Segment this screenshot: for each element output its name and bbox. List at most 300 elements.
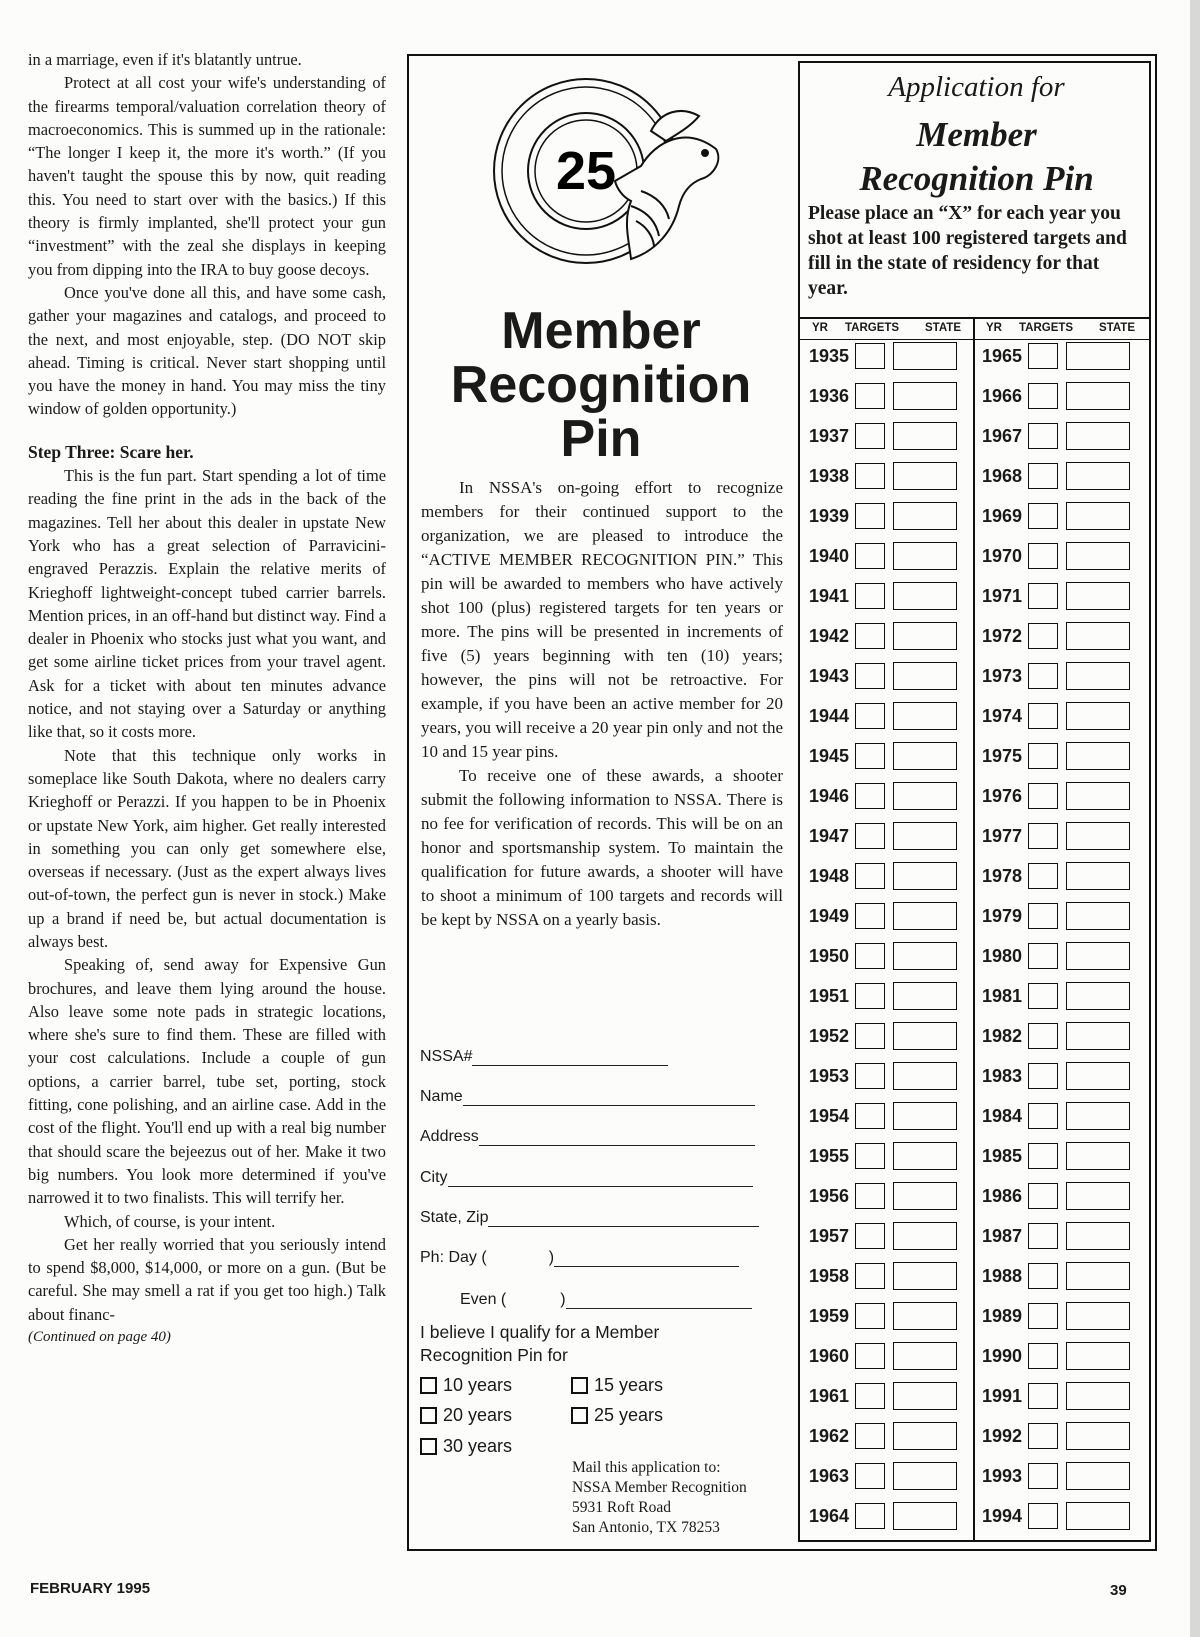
targets-checkbox[interactable] [1028, 423, 1058, 449]
state-field[interactable] [893, 1422, 957, 1450]
targets-checkbox[interactable] [855, 543, 885, 569]
targets-checkbox[interactable] [855, 1103, 885, 1129]
state-field[interactable] [893, 1062, 957, 1090]
year-row [982, 1020, 1130, 1052]
year-label: 1990 [982, 1345, 1023, 1366]
year-row [982, 700, 1130, 732]
year-label: 1962 [809, 1425, 850, 1446]
checkbox[interactable] [420, 1377, 437, 1394]
year-row [809, 820, 957, 852]
phone-evening-label: Even ( [460, 1291, 507, 1308]
application-panel [798, 61, 1151, 1542]
option-25-years[interactable] [571, 1405, 663, 1426]
pin-paragraph: To receive one of these awards, a shooter submit the following information to NSSA. There is no fee for verification of records. This will be on an honor and sportsmanship system. To maintain the qualification for future awards, a shooter will have to shoot a minimum of 100 targets and records will be kept by NSSA on a yearly basis. [421, 766, 783, 929]
state-field[interactable] [1066, 1222, 1130, 1250]
state-field[interactable] [893, 942, 957, 970]
year-label: 1955 [809, 1145, 850, 1166]
year-row [982, 820, 1130, 852]
targets-checkbox[interactable] [855, 903, 885, 929]
targets-checkbox[interactable] [855, 1343, 885, 1369]
year-row [809, 1460, 957, 1492]
mail-line: NSSA Member Recognition [572, 1479, 747, 1496]
state-field[interactable] [893, 742, 957, 770]
state-field[interactable] [893, 382, 957, 410]
application-instructions: Please place an “X” for each year you shot at least 100 registered targets and fill in the state of residency for that year. [808, 203, 1127, 299]
year-label: 1935 [809, 345, 850, 366]
mailing-address [572, 1458, 747, 1538]
targets-checkbox[interactable] [855, 463, 885, 489]
year-row [982, 380, 1130, 412]
targets-checkbox[interactable] [855, 1063, 885, 1089]
year-row [809, 740, 957, 772]
year-row [809, 1060, 957, 1092]
qualify-text: I believe I qualify for a Member Recognition Pin for [420, 1322, 660, 1365]
targets-checkbox[interactable] [855, 623, 885, 649]
state-field[interactable] [1066, 1182, 1130, 1210]
checkbox[interactable] [571, 1377, 588, 1394]
year-label: 1979 [982, 905, 1023, 926]
state-field[interactable] [1066, 982, 1130, 1010]
year-label: 1987 [982, 1225, 1023, 1246]
state-zip-line[interactable] [488, 1208, 759, 1227]
state-field[interactable] [1066, 1462, 1130, 1490]
targets-checkbox[interactable] [1028, 1383, 1058, 1409]
checkbox[interactable] [420, 1407, 437, 1424]
targets-checkbox[interactable] [1028, 863, 1058, 889]
targets-checkbox[interactable] [1028, 1223, 1058, 1249]
targets-checkbox[interactable] [1028, 623, 1058, 649]
targets-checkbox[interactable] [1028, 343, 1058, 369]
state-field[interactable] [1066, 862, 1130, 890]
year-label: 1938 [809, 465, 850, 486]
state-field[interactable] [1066, 1302, 1130, 1330]
targets-checkbox[interactable] [855, 583, 885, 609]
year-label: 1977 [982, 825, 1023, 846]
state-field[interactable] [1066, 422, 1130, 450]
state-field[interactable] [893, 1102, 957, 1130]
state-field[interactable] [893, 902, 957, 930]
targets-checkbox[interactable] [1028, 783, 1058, 809]
state-field[interactable] [1066, 782, 1130, 810]
article-paragraph: Which, of course, is your intent. [64, 1211, 276, 1231]
targets-checkbox[interactable] [1028, 463, 1058, 489]
targets-checkbox[interactable] [1028, 743, 1058, 769]
col-yr: YR [986, 322, 1002, 334]
table-header [800, 317, 1151, 340]
year-row [809, 1220, 957, 1252]
state-field[interactable] [893, 1342, 957, 1370]
article-paragraph: This is the fun part. Start spending a lot of time reading the fine print in the ads in the back of the magazines. Tell her about this dealer in upstate New York who has a great selection of Parravicini-engraved Perazzis. Explain the relative merits of Krieghoff lightweight-concept tubed carrier barrels. Mention prices, in an off-hand but distinct way. Find a dealer in Phoenix who stocks just what you want, and get some airline ticket prices from your travel agent. Ask for a ticket with about ten minutes advance notice, and not staying over a Saturday or anything like that, so it costs more. [28, 466, 386, 742]
state-field[interactable] [1066, 542, 1130, 570]
checkbox[interactable] [420, 1438, 437, 1455]
state-field[interactable] [893, 1182, 957, 1210]
state-field[interactable] [1066, 1342, 1130, 1370]
targets-checkbox[interactable] [1028, 1423, 1058, 1449]
targets-checkbox[interactable] [1028, 663, 1058, 689]
targets-checkbox[interactable] [1028, 1303, 1058, 1329]
year-row [809, 1340, 957, 1372]
year-label: 1983 [982, 1065, 1023, 1086]
pin-title-line: Recognition [450, 356, 752, 414]
targets-checkbox[interactable] [1028, 1343, 1058, 1369]
year-row [809, 1140, 957, 1172]
state-field[interactable] [1066, 622, 1130, 650]
targets-checkbox[interactable] [1028, 943, 1058, 969]
address-line[interactable] [479, 1127, 755, 1146]
year-label: 1968 [982, 465, 1023, 486]
mail-line: 5931 Roft Road [572, 1499, 672, 1516]
state-field[interactable] [1066, 702, 1130, 730]
year-label: 1957 [809, 1225, 850, 1246]
year-row [982, 1500, 1130, 1532]
option-20-years[interactable] [420, 1405, 512, 1426]
year-label: 1994 [982, 1505, 1023, 1526]
state-field[interactable] [893, 622, 957, 650]
targets-checkbox[interactable] [855, 943, 885, 969]
year-row [982, 900, 1130, 932]
state-field[interactable] [1066, 822, 1130, 850]
state-field[interactable] [1066, 1102, 1130, 1130]
city-label: City [420, 1169, 448, 1186]
year-row [982, 340, 1130, 372]
state-field[interactable] [1066, 1022, 1130, 1050]
year-row [809, 460, 957, 492]
state-field[interactable] [1066, 342, 1130, 370]
year-label: 1945 [809, 745, 850, 766]
state-field[interactable] [1066, 1422, 1130, 1450]
targets-checkbox[interactable] [855, 1183, 885, 1209]
year-row [982, 1060, 1130, 1092]
nssa-label: NSSA# [420, 1048, 473, 1065]
year-row [982, 1340, 1130, 1372]
state-field[interactable] [893, 702, 957, 730]
state-field[interactable] [893, 782, 957, 810]
option-30-years[interactable] [420, 1436, 512, 1457]
year-row [809, 340, 957, 372]
address-field[interactable] [420, 1124, 755, 1146]
year-label: 1982 [982, 1025, 1023, 1046]
state-field[interactable] [893, 1142, 957, 1170]
pin-emblem-icon [491, 71, 731, 271]
targets-checkbox[interactable] [855, 423, 885, 449]
targets-checkbox[interactable] [1028, 583, 1058, 609]
state-field[interactable] [893, 1262, 957, 1290]
year-row [809, 420, 957, 452]
targets-checkbox[interactable] [855, 1463, 885, 1489]
article-column [28, 48, 386, 1349]
year-row [982, 740, 1130, 772]
targets-checkbox[interactable] [855, 1383, 885, 1409]
page-edge [1190, 0, 1200, 1637]
checkbox[interactable] [571, 1407, 588, 1424]
targets-checkbox[interactable] [1028, 703, 1058, 729]
state-field[interactable] [893, 582, 957, 610]
targets-checkbox[interactable] [855, 663, 885, 689]
targets-checkbox[interactable] [855, 743, 885, 769]
option-10-years[interactable] [420, 1375, 512, 1396]
year-row [809, 500, 957, 532]
year-row [982, 1180, 1130, 1212]
year-label: 1946 [809, 785, 850, 806]
application-title-line: Member [916, 115, 1037, 154]
year-row [982, 1140, 1130, 1172]
state-field[interactable] [893, 1462, 957, 1490]
targets-checkbox[interactable] [855, 703, 885, 729]
year-label: 1937 [809, 425, 850, 446]
year-row [809, 620, 957, 652]
year-row [809, 1020, 957, 1052]
targets-checkbox[interactable] [855, 1423, 885, 1449]
year-label: 1954 [809, 1105, 850, 1126]
option-15-years[interactable] [571, 1375, 663, 1396]
state-field[interactable] [1066, 1142, 1130, 1170]
state-field[interactable] [893, 982, 957, 1010]
targets-checkbox[interactable] [855, 823, 885, 849]
phone-day-field[interactable] [420, 1245, 739, 1267]
paren-close: ) [560, 1291, 566, 1308]
year-label: 1942 [809, 625, 850, 646]
year-label: 1988 [982, 1265, 1023, 1286]
pin-title [411, 304, 791, 466]
year-label: 1952 [809, 1025, 850, 1046]
year-label: 1991 [982, 1385, 1023, 1406]
targets-checkbox[interactable] [855, 1503, 885, 1529]
year-label: 1963 [809, 1465, 850, 1486]
state-field[interactable] [1066, 902, 1130, 930]
year-label: 1989 [982, 1305, 1023, 1326]
state-field[interactable] [893, 462, 957, 490]
year-row [809, 660, 957, 692]
step-three-heading: Step Three: Scare her. [28, 441, 194, 462]
year-row [809, 860, 957, 892]
year-row [809, 1420, 957, 1452]
year-row [982, 940, 1130, 972]
year-row [982, 460, 1130, 492]
state-field[interactable] [893, 662, 957, 690]
state-field[interactable] [1066, 742, 1130, 770]
year-label: 1974 [982, 705, 1023, 726]
state-field[interactable] [893, 862, 957, 890]
year-row [809, 780, 957, 812]
year-row [982, 580, 1130, 612]
year-row [809, 1180, 957, 1212]
phone-evening-field[interactable] [460, 1287, 752, 1309]
article-paragraph: Once you've done all this, and have some cash, gather your magazines and catalogs, and proceed to the next, and most enjoyable, step. (DO NOT skip ahead. Timing is critical. Never start shopping until you have the money in hand. You may miss the tiny window of golden opportunity.) [28, 282, 386, 419]
state-zip-label: State, Zip [420, 1209, 489, 1226]
continued-note: (Continued on page 40) [28, 1329, 171, 1346]
year-label: 1943 [809, 665, 850, 686]
year-row [982, 1420, 1130, 1452]
year-label: 1976 [982, 785, 1023, 806]
year-row [982, 1460, 1130, 1492]
targets-checkbox[interactable] [1028, 903, 1058, 929]
year-label: 1965 [982, 345, 1023, 366]
year-row [982, 1220, 1130, 1252]
year-label: 1971 [982, 585, 1023, 606]
mail-line: San Antonio, TX 78253 [572, 1519, 720, 1536]
nssa-line[interactable] [472, 1047, 668, 1066]
year-label: 1986 [982, 1185, 1023, 1206]
year-row [982, 980, 1130, 1012]
targets-checkbox[interactable] [1028, 1103, 1058, 1129]
state-field[interactable] [893, 1382, 957, 1410]
city-field[interactable] [420, 1165, 753, 1187]
state-field[interactable] [893, 1022, 957, 1050]
state-field[interactable] [1066, 1502, 1130, 1530]
targets-checkbox[interactable] [855, 863, 885, 889]
year-label: 1967 [982, 425, 1023, 446]
article-paragraph: Protect at all cost your wife's understanding of the firearms temporal/valuation correlation theory of macroeconomics. This is summed up in the rationale: “The longer I keep it, the more it's worth.” (If you haven't taught the spouse this by now, quit reading this. You need to start over with the basics.) If this theory is firmly implanted, she'll protect your gun “investment” with the zeal she displays in keeping you from dipping into the IRA to buy goose decoys. [28, 73, 386, 279]
state-field[interactable] [1066, 382, 1130, 410]
phone-day-label: Ph: Day ( [420, 1249, 487, 1266]
year-label: 1958 [809, 1265, 850, 1286]
year-row [809, 980, 957, 1012]
nssa-number-field[interactable] [420, 1044, 668, 1066]
state-field[interactable] [1066, 1262, 1130, 1290]
year-row [982, 780, 1130, 812]
city-line[interactable] [448, 1168, 753, 1187]
targets-checkbox[interactable] [1028, 503, 1058, 529]
year-label: 1975 [982, 745, 1023, 766]
targets-checkbox[interactable] [1028, 543, 1058, 569]
option-label: 10 years [443, 1375, 513, 1395]
address-label: Address [420, 1128, 479, 1145]
col-state: STATE [925, 322, 961, 334]
targets-checkbox[interactable] [1028, 383, 1058, 409]
year-label: 1966 [982, 385, 1023, 406]
year-row [982, 860, 1130, 892]
year-row [809, 1380, 957, 1412]
state-field[interactable] [893, 1502, 957, 1530]
name-line[interactable] [463, 1087, 755, 1106]
year-row [982, 420, 1130, 452]
year-row [809, 900, 957, 932]
application-title [800, 113, 1153, 201]
state-field[interactable] [893, 342, 957, 370]
article-paragraph: Speaking of, send away for Expensive Gun brochures, and leave them lying around the house. Also leave some note pads in strategic locations, where she's sure to find them. These are filled with your cost calculations. Include a couple of gun options, a carrier barrel, tube set, porting, stock fitting, cone polishing, and an airline case. Add in the cost of the flight. You'll end up with a real big number that should scare the bejeezus out of her. Make it two big numbers. You look more determined if you've narrowed it to two finalists. This will terrify her. [28, 955, 386, 1208]
option-label: 15 years [594, 1375, 664, 1395]
year-label: 1950 [809, 945, 850, 966]
targets-checkbox[interactable] [1028, 1463, 1058, 1489]
issue-date: FEBRUARY 1995 [30, 1580, 151, 1597]
targets-checkbox[interactable] [855, 983, 885, 1009]
state-field[interactable] [1066, 1062, 1130, 1090]
targets-checkbox[interactable] [1028, 983, 1058, 1009]
year-row [809, 700, 957, 732]
state-field[interactable] [1066, 502, 1130, 530]
year-label: 1941 [809, 585, 850, 606]
year-label: 1980 [982, 945, 1023, 966]
state-field[interactable] [893, 822, 957, 850]
state-zip-field[interactable] [420, 1205, 759, 1227]
year-label: 1956 [809, 1185, 850, 1206]
year-row [809, 1500, 957, 1532]
year-label: 1964 [809, 1505, 850, 1526]
page-number: 39 [1110, 1582, 1127, 1599]
year-label: 1944 [809, 705, 850, 726]
targets-checkbox[interactable] [855, 343, 885, 369]
year-row [982, 1300, 1130, 1332]
paren-close: ) [548, 1249, 555, 1266]
year-row [982, 1380, 1130, 1412]
year-label: 1972 [982, 625, 1023, 646]
targets-checkbox[interactable] [855, 783, 885, 809]
year-row [982, 620, 1130, 652]
year-label: 1948 [809, 865, 850, 886]
year-label: 1936 [809, 385, 850, 406]
year-label: 1959 [809, 1305, 850, 1326]
name-field[interactable] [420, 1084, 755, 1106]
state-field[interactable] [1066, 462, 1130, 490]
year-row [809, 940, 957, 972]
targets-checkbox[interactable] [1028, 1023, 1058, 1049]
targets-checkbox[interactable] [855, 383, 885, 409]
phone-evening-line[interactable] [566, 1290, 752, 1309]
option-label: 30 years [443, 1436, 513, 1456]
year-row [809, 540, 957, 572]
year-label: 1951 [809, 985, 850, 1006]
col-yr: YR [812, 322, 828, 334]
targets-checkbox[interactable] [855, 1263, 885, 1289]
article-paragraph: in a marriage, even if it's blatantly untrue. [28, 50, 302, 69]
targets-checkbox[interactable] [855, 1143, 885, 1169]
targets-checkbox[interactable] [1028, 1063, 1058, 1089]
targets-checkbox[interactable] [855, 1023, 885, 1049]
targets-checkbox[interactable] [1028, 1143, 1058, 1169]
targets-checkbox[interactable] [1028, 1263, 1058, 1289]
year-row [982, 500, 1130, 532]
state-field[interactable] [1066, 662, 1130, 690]
targets-checkbox[interactable] [855, 1223, 885, 1249]
year-row [982, 540, 1130, 572]
year-row [809, 1260, 957, 1292]
state-field[interactable] [1066, 1382, 1130, 1410]
name-label: Name [420, 1088, 463, 1105]
year-label: 1961 [809, 1385, 850, 1406]
state-field[interactable] [893, 1302, 957, 1330]
targets-checkbox[interactable] [1028, 823, 1058, 849]
year-row [982, 660, 1130, 692]
state-field[interactable] [893, 502, 957, 530]
col-targets: TARGETS [845, 322, 900, 334]
state-field[interactable] [1066, 942, 1130, 970]
article-paragraph: Get her really worried that you seriously intend to spend $8,000, $14,000, or more on a gun. (But be careful. She may smell a rat if you get too high.) Talk about financ- [28, 1234, 386, 1324]
targets-checkbox[interactable] [855, 503, 885, 529]
pin-title-line: Pin [560, 410, 642, 468]
application-title-line: Recognition Pin [859, 159, 1094, 198]
year-label: 1949 [809, 905, 850, 926]
state-field[interactable] [893, 1222, 957, 1250]
year-label: 1985 [982, 1145, 1023, 1166]
pin-number: 25 [555, 141, 617, 201]
pin-description [421, 476, 783, 932]
state-field[interactable] [893, 542, 957, 570]
application-for-label: Application for [888, 71, 1065, 103]
year-row [809, 580, 957, 612]
state-field[interactable] [893, 422, 957, 450]
targets-checkbox[interactable] [1028, 1503, 1058, 1529]
year-row [982, 1100, 1130, 1132]
year-label: 1978 [982, 865, 1023, 886]
targets-checkbox[interactable] [1028, 1183, 1058, 1209]
article-paragraph: Note that this technique only works in someplace like South Dakota, where no dealers carry Krieghoff or Perazzi. If you happen to be in Phoenix or upstate New York, aim higher. Get really interested in something you can only get somewhere else, overseas if necessary. (Just as the expert always lives out-of-town, the perfect gun is never in stock.) Make up a brand if need be, but actual documentation is always best. [28, 745, 386, 951]
phone-day-line[interactable] [554, 1248, 739, 1267]
state-field[interactable] [1066, 582, 1130, 610]
year-label: 1940 [809, 545, 850, 566]
year-label: 1969 [982, 505, 1023, 526]
mail-line: Mail this application to: [572, 1459, 721, 1476]
targets-checkbox[interactable] [855, 1303, 885, 1329]
